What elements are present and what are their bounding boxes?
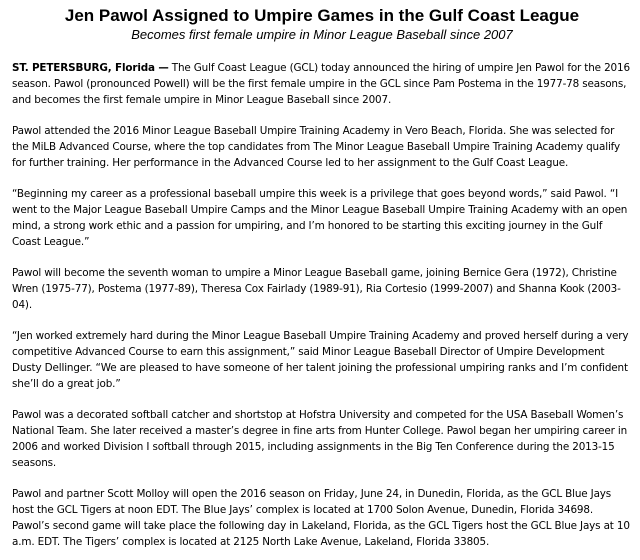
paragraph-academy: Pawol attended the 2016 Minor League Baseball Umpire Training Academy in Vero Beach, Florida. She was selected for the MiLB Advanced Course, where the top candidates from The Minor League Baseball Umpire Training Academy qualify for further training. Her performance in the Advanced Course led to her assignment to the Gulf Coast League. — [12, 125, 621, 169]
press-release — [12, 6, 632, 550]
paragraph-background: Pawol was a decorated softball catcher and shortstop at Hofstra University and competed for the USA Baseball Women’s National Team. She later received a master’s degree in fine arts from Hunter College. Pawol began her umpiring career in 2006 and worked Division I softball through 2015, including assignments in the Big Ten Conference during the 2013-15 seasons. — [12, 409, 628, 469]
lead-text: The Gulf Coast League (GCL) today announced the hiring of umpire Jen Pawol for the 2016 season. Pawol (pronounced Powell) will be the first female umpire in the GCL since Pam Postema in the 1977-78 seasons, and becomes the first female umpire in Minor League Baseball since 2007. — [12, 62, 630, 106]
headline: Jen Pawol Assigned to Umpire Games in the Gulf Coast League — [64, 6, 580, 25]
paragraph-dellinger-quote: “Jen worked extremely hard during the Minor League Baseball Umpire Training Academy and proved herself during a very competitive Advanced Course to earn this assignment,” said Minor League Baseball Director of Umpire Development Dusty Dellinger. “We are pleased to have someone of her talent joining the professional umpiring ranks and I’m confident she’ll do a great job.” — [12, 330, 629, 390]
paragraph-history: Pawol will become the seventh woman to umpire a Minor League Baseball game, joining Bernice Gera (1972), Christine Wren (1975-77), Postema (1977-89), Theresa Cox Fairlady (1989-91), Ria Cortesio (1999-2007) and Shanna Kook (2003-04). — [12, 267, 621, 311]
paragraph-schedule: Pawol and partner Scott Molloy will open the 2016 season on Friday, June 24, in Dunedin, Florida, as the GCL Blue Jays host the GCL Tigers at noon EDT. The Blue Jays’ complex is located at 1700 Solon Avenue, Dunedin, Florida 34698. Pawol’s second game will take place the following day in Lakeland, Florida, as the GCL Tigers host the GCL Blue Jays at 10 a.m. EDT. The Tigers’ complex is located at 2125 North Lake Avenue, Lakeland, Florida 33805. — [12, 488, 630, 548]
subheadline: Becomes first female umpire in Minor League Baseball since 2007 — [131, 27, 513, 42]
paragraph-lead — [12, 60, 632, 108]
paragraph-pawol-quote: “Beginning my career as a professional baseball umpire this week is a privilege that goes beyond words,” said Pawol. “I went to the Major League Baseball Umpire Camps and the Minor League Baseball Umpire Training Academy with an open mind, a strong work ethic and a passion for umpiring, and I’m honored to be starting this exciting journey in the Gulf Coast League.” — [12, 188, 628, 248]
dateline: ST. PETERSBURG, Florida — — [12, 62, 169, 74]
